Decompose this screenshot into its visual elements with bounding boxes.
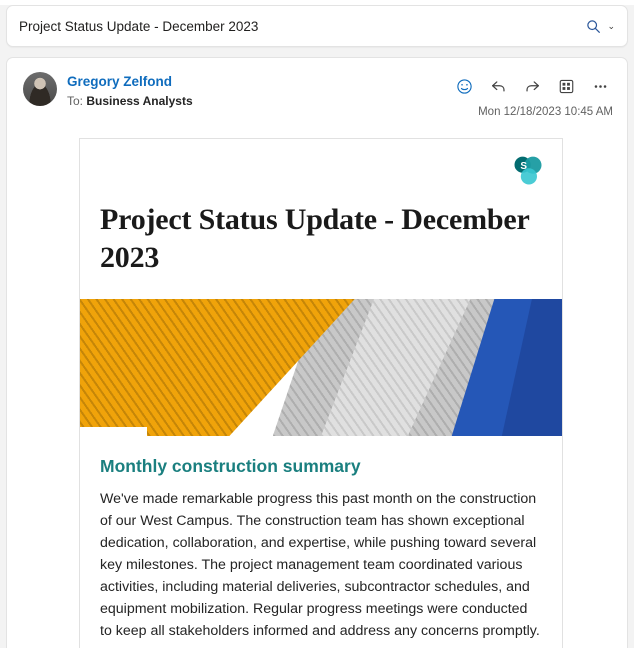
message-header (7, 58, 627, 126)
reply-arrow-icon[interactable] (485, 73, 511, 99)
sender-block (67, 72, 451, 118)
outlook-message-window (0, 5, 634, 648)
chevron-down-icon[interactable]: ⌄ (607, 20, 615, 31)
section-body-text: We've made remarkable progress this past month on the construction of our West Campus. The construction team has shown exceptional dedication, collaboration, and expertise, while pushing toward several key milestones. The project management team coordinated various activities, including material deliveries, subcontractor schedules, and equipment mobilization. Regular progress meetings were conducted to keep all stakeholders informed and address any concerns promptly. (100, 491, 540, 639)
message-timestamp: Mon 12/18/2023 10:45 AM (478, 106, 613, 118)
message-header-right (451, 72, 613, 118)
apps-grid-icon[interactable] (553, 73, 579, 99)
sharepoint-logo-icon (510, 153, 546, 189)
message-reading-pane (6, 57, 628, 648)
section-heading: Monthly construction summary (100, 456, 361, 476)
title-bar-actions (580, 13, 615, 39)
ellipsis-icon[interactable] (587, 73, 613, 99)
window-title-bar (6, 5, 628, 47)
to-label: To: (67, 94, 84, 108)
logo-row (80, 139, 562, 201)
search-icon[interactable] (580, 13, 606, 39)
newsletter-title: Project Status Update - December 2023 (100, 203, 530, 274)
forward-arrow-icon[interactable] (519, 73, 545, 99)
page-title: Project Status Update - December 2023 (19, 18, 259, 34)
svg-text:S: S (520, 161, 527, 173)
hero-banner-image (80, 299, 562, 436)
sender-name[interactable]: Gregory Zelfond (67, 74, 173, 89)
newsletter-body (79, 138, 563, 648)
recipients-line (67, 93, 451, 110)
avatar (23, 72, 57, 106)
message-actions (451, 73, 613, 99)
to-value[interactable]: Business Analysts (86, 94, 193, 108)
smiley-icon[interactable] (451, 73, 477, 99)
